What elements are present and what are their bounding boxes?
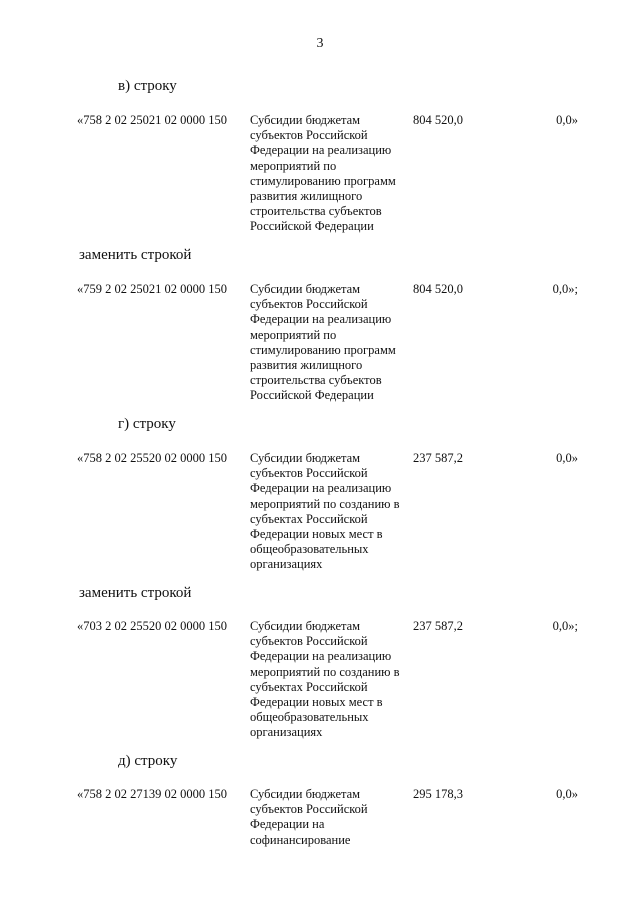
budget-code: «758 2 02 25021 02 0000 150: [77, 113, 227, 127]
page-number: 3: [316, 36, 324, 51]
description-line: стимулированию программ: [250, 342, 396, 357]
value: 0,0»: [556, 113, 578, 127]
description-line: субъектов Российской: [250, 466, 368, 481]
amount: 804 520,0: [413, 113, 463, 127]
description-line: мероприятий по: [250, 327, 337, 342]
description-line: Субсидии бюджетам: [250, 619, 361, 633]
description-line: мероприятий по созданию в: [250, 664, 400, 679]
description-line: мероприятий по: [250, 158, 337, 173]
description-line: развития жилищного: [250, 189, 363, 204]
description-line: Федерации на реализацию: [250, 143, 392, 158]
description-line: Федерации новых мест в: [250, 527, 383, 542]
value: 0,0»;: [552, 619, 578, 633]
description-line: субъектов Российской: [250, 802, 368, 817]
instruction-label-replace: заменить строкой: [79, 247, 192, 263]
description-line: софинансирование: [250, 832, 351, 847]
value: 0,0»: [556, 787, 578, 801]
description-line: Федерации на реализацию: [250, 649, 392, 664]
description-line: развития жилищного: [250, 358, 363, 373]
description-line: мероприятий по созданию в: [250, 496, 400, 511]
description-line: Российской Федерации: [250, 388, 374, 403]
description-line: субъектов Российской: [250, 128, 368, 143]
amount: 237 587,2: [413, 451, 463, 465]
description: [250, 113, 410, 235]
description-line: строительства субъектов: [250, 204, 382, 219]
description: [250, 282, 410, 404]
description-line: общеобразовательных: [250, 542, 369, 557]
amount: 237 587,2: [413, 619, 463, 633]
description: [250, 451, 410, 573]
description-line: Федерации на реализацию: [250, 481, 392, 496]
description: [250, 787, 410, 848]
amount: 295 178,3: [413, 787, 463, 801]
instruction-label-v: в) строку: [118, 78, 177, 94]
description-line: стимулированию программ: [250, 173, 396, 188]
budget-code: «758 2 02 27139 02 0000 150: [77, 787, 227, 801]
description-line: субъектах Российской: [250, 511, 368, 526]
description-line: Федерации новых мест в: [250, 695, 383, 710]
description-line: субъектов Российской: [250, 297, 368, 312]
budget-code: «759 2 02 25021 02 0000 150: [77, 282, 227, 296]
description-line: Субсидии бюджетам: [250, 451, 361, 465]
description-line: организациях: [250, 557, 323, 572]
description-line: Федерации на: [250, 817, 325, 832]
budget-code: «758 2 02 25520 02 0000 150: [77, 451, 227, 465]
description-line: Субсидии бюджетам: [250, 282, 361, 296]
budget-code: «703 2 02 25520 02 0000 150: [77, 619, 227, 633]
value: 0,0»: [556, 451, 578, 465]
value: 0,0»;: [552, 282, 578, 296]
description-line: Российской Федерации: [250, 219, 374, 234]
instruction-label-g: г) строку: [118, 416, 176, 432]
description: [250, 619, 410, 741]
description-line: Субсидии бюджетам: [250, 113, 361, 127]
description-line: субъектов Российской: [250, 634, 368, 649]
description-line: Субсидии бюджетам: [250, 787, 361, 801]
instruction-label-d: д) строку: [118, 753, 178, 769]
description-line: общеобразовательных: [250, 710, 369, 725]
description-line: Федерации на реализацию: [250, 312, 392, 327]
description-line: субъектах Российской: [250, 679, 368, 694]
instruction-label-replace: заменить строкой: [79, 585, 192, 601]
description-line: организациях: [250, 725, 323, 740]
amount: 804 520,0: [413, 282, 463, 296]
description-line: строительства субъектов: [250, 373, 382, 388]
